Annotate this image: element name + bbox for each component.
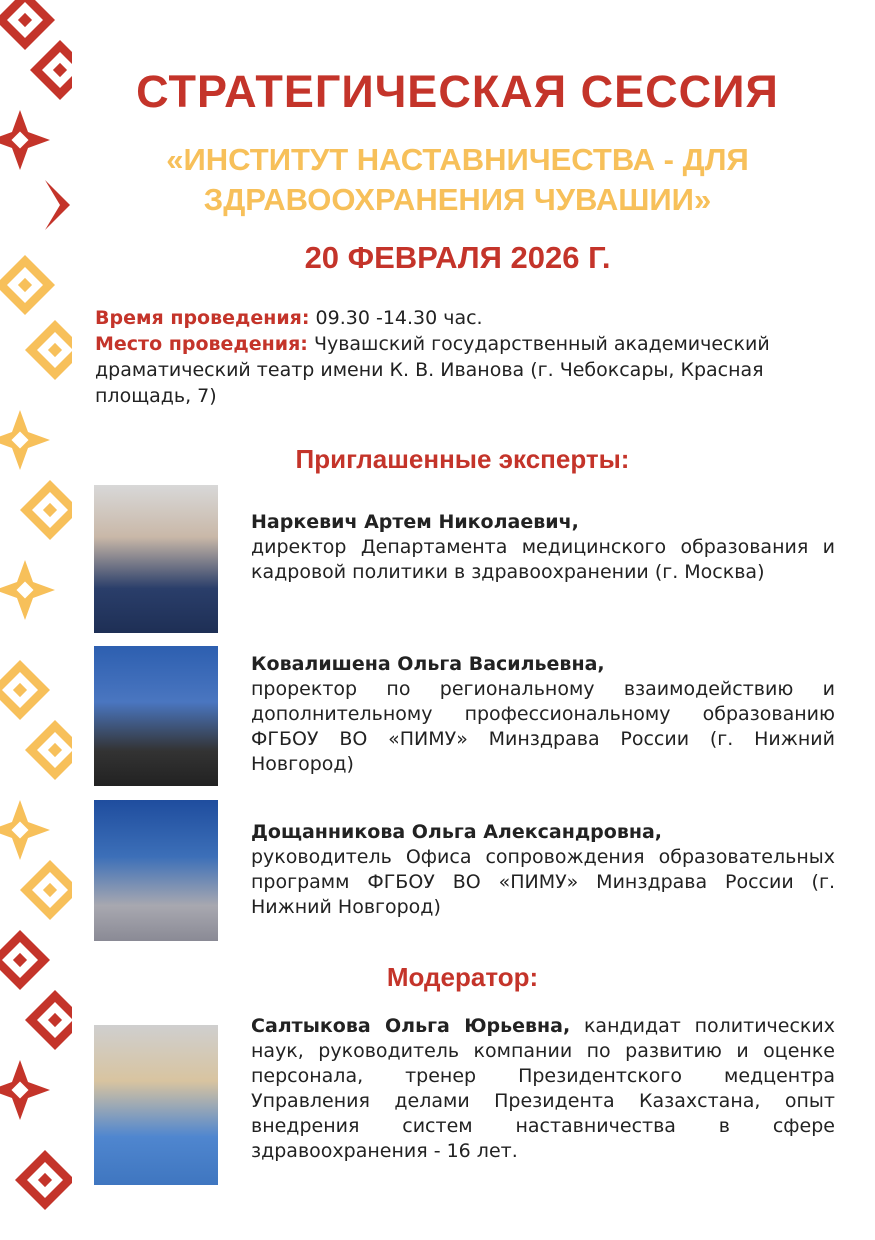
event-date: 20 ФЕВРАЛЯ 2026 Г.	[304, 240, 611, 275]
page-title: СТРАТЕГИЧЕСКАЯ СЕССИЯ	[136, 66, 779, 117]
expert-bio	[251, 820, 835, 920]
moderator-heading: Модератор:	[386, 962, 539, 992]
chuvash-ornament-border	[0, 0, 72, 1240]
expert-photo	[94, 646, 218, 786]
moderator-photo	[94, 1025, 218, 1185]
session-subtitle	[95, 140, 820, 220]
expert-photo	[94, 485, 218, 633]
subtitle-line: «ИНСТИТУТ НАСТАВНИЧЕСТВА - ДЛЯ	[166, 142, 749, 177]
expert-bio	[251, 652, 835, 777]
moderator-bio	[251, 1014, 835, 1164]
expert-bio	[251, 510, 835, 585]
expert-name: Дощанникова Ольга Александровна,	[251, 821, 663, 843]
expert-description: проректор по региональному взаимодействию и дополнительному профессиональному образованию ФГБОУ ВО «ПИМУ» Минздрава России (г. Нижний Новгород)	[251, 678, 835, 775]
expert-description: директор Департамента медицинского образования и кадровой политики в здравоохранении (г. Москва)	[251, 536, 835, 583]
experts-heading: Приглашенные эксперты:	[295, 444, 630, 474]
moderator-name: Салтыкова Ольга Юрьевна,	[251, 1015, 571, 1037]
event-info	[95, 305, 835, 409]
subtitle-line: ЗДРАВООХРАНЕНИЯ ЧУВАШИИ»	[203, 182, 712, 217]
moderator-description: кандидат политических наук, руководитель компании по развитию и оценке персонала, тренер Президентского медцентра Управления делами Президента Казахстана, опыт внедрения систем наставничества в сфере здравоохранения - 16 лет.	[251, 1015, 835, 1162]
expert-photo	[94, 800, 218, 941]
place-label: Место проведения:	[95, 333, 308, 355]
expert-description: руководитель Офиса сопровождения образовательных программ ФГБОУ ВО «ПИМУ» Минздрава России (г. Нижний Новгород)	[251, 846, 835, 918]
place-value: Чувашский государственный академический драматический театр имени К. В. Иванова (г. Чебоксары, Красная площадь, 7)	[95, 333, 770, 407]
expert-name: Наркевич Артем Николаевич,	[251, 511, 579, 533]
time-value: 09.30 -14.30 час.	[309, 307, 483, 329]
expert-name: Ковалишена Ольга Васильевна,	[251, 653, 605, 675]
time-label: Время проведения:	[95, 307, 310, 329]
